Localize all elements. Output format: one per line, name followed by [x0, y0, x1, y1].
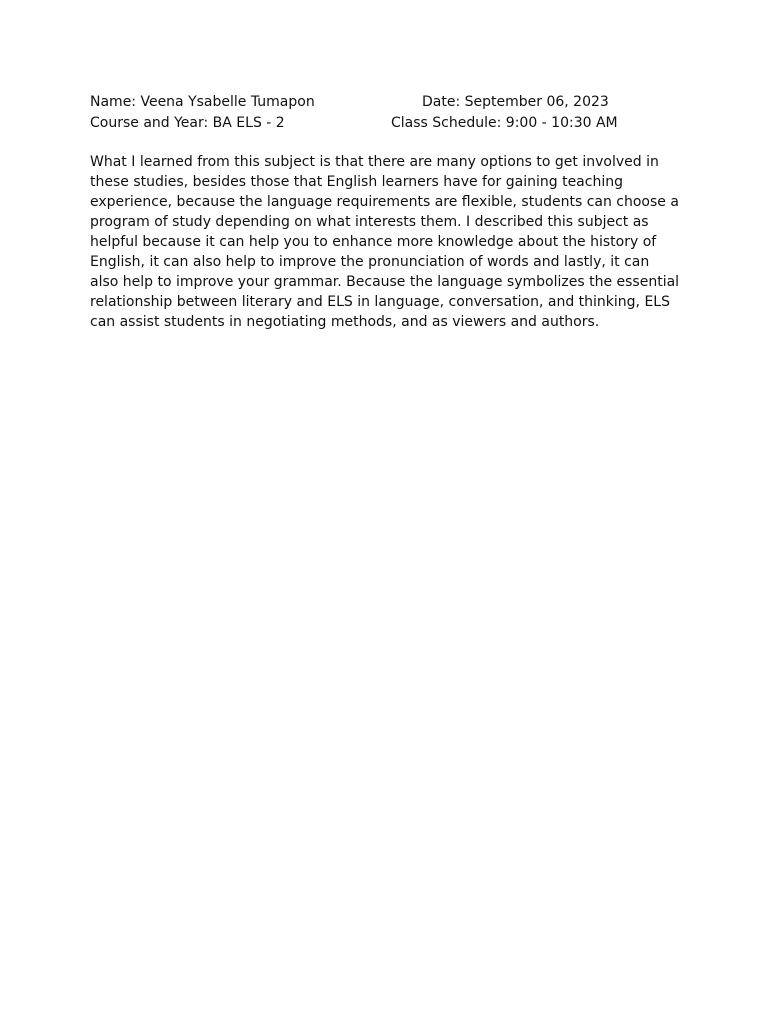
student-name: Name: Veena Ysabelle Tumapon [90, 94, 315, 110]
paragraph-line: also help to improve your grammar. Because the language symbolizes the essential [90, 274, 680, 290]
reflection-paragraph [90, 152, 690, 332]
paragraph-line: What I learned from this subject is that there are many options to get involved in [90, 154, 659, 170]
class-schedule: Class Schedule: 9:00 - 10:30 AM [391, 114, 618, 131]
course-and-year: Course and Year: BA ELS - 2 [90, 114, 285, 131]
document-header [90, 92, 650, 133]
paragraph-line: relationship between literary and ELS in language, conversation, and thinking, ELS [90, 294, 670, 310]
paragraph-line: helpful because it can help you to enhance more knowledge about the history of [90, 234, 657, 250]
document-date: Date: September 06, 2023 [422, 94, 609, 110]
paragraph-line: English, it can also help to improve the pronunciation of words and lastly, it can [90, 254, 650, 270]
paragraph-line: experience, because the language requirements are flexible, students can choose a [90, 194, 679, 210]
header-row-course-schedule [90, 113, 650, 134]
header-row-name-date [90, 92, 650, 113]
paragraph-line: program of study depending on what interests them. I described this subject as [90, 214, 649, 230]
paragraph-line: can assist students in negotiating methods, and as viewers and authors. [90, 314, 600, 330]
paragraph-line: these studies, besides those that English learners have for gaining teaching [90, 174, 623, 190]
